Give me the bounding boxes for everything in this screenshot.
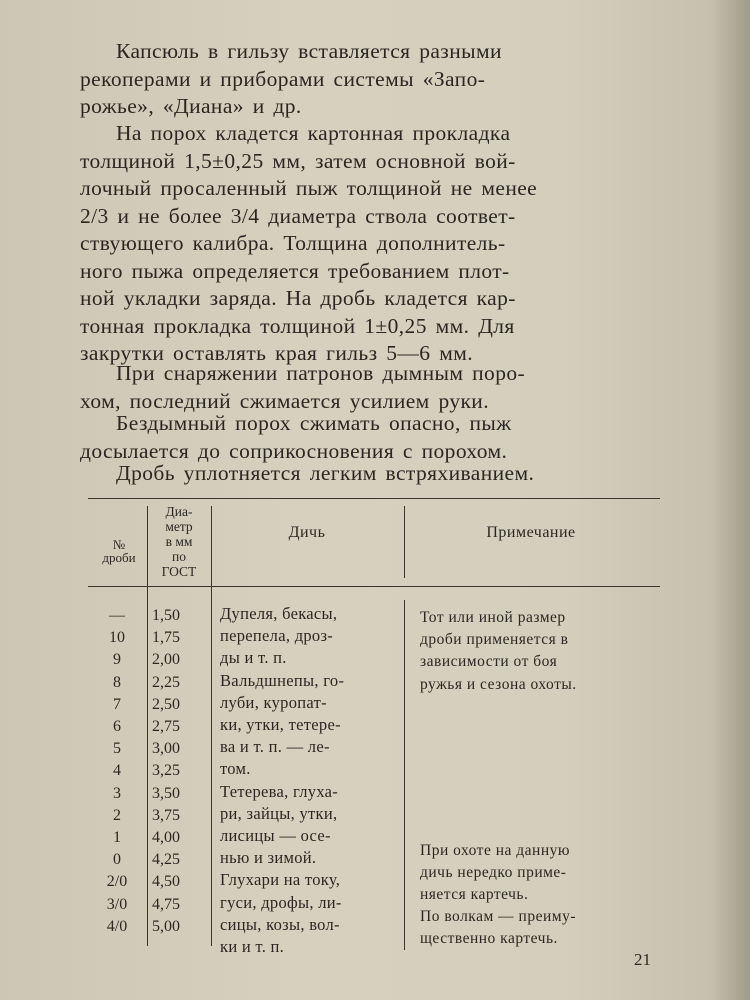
column-shot-numbers [92,605,142,938]
note-size-by-gun [420,607,656,696]
table-cell: ружья и сезона охоты. [420,675,577,693]
table-cell: 4,25 [152,851,180,869]
header-game: Дичь [288,524,326,541]
page-number: 21 [634,950,651,969]
table-cell: 3/0 [106,895,128,913]
table-cell: ва и т. п. — ле- [220,737,330,757]
note-buckshot [420,840,656,907]
text-line: ного пыжа определяется требованием плот- [80,258,510,283]
table-cell: перепела, дроз- [220,626,334,646]
text-line: При снаряжении патронов дымным поро- [116,361,526,385]
text-line: Бездымный порох сжимать опасно, пыж [116,411,512,435]
column-divider [404,600,405,950]
table-cell: сицы, козы, вол- [220,914,340,934]
table-cell: ри, зайцы, утки, [220,803,338,823]
table-cell: Вальдшнепы, го- [220,670,345,690]
text-line: тонная прокладка толщиной 1±0,25 мм. Для [80,313,515,338]
text-line: рекоперами и приборами системы «Запо- [80,66,486,91]
table-cell: зависимости от боя [420,653,558,671]
table-cell: 3,75 [152,806,180,824]
table-cell: 3,25 [152,762,180,780]
table-cell: 2,75 [152,718,180,736]
table-cell: 7 [113,695,121,713]
table-cell: няется картечь. [420,886,529,904]
table-cell: ки и т. п. [220,937,285,957]
table-cell: Тот или иной размер [420,609,566,626]
header-diameter: Диа- метр в мм по ГОСТ [161,504,197,579]
text-line: толщиной 1,5±0,25 мм, затем основной вой- [80,148,516,173]
text-line: Дробь уплотняется легким встряхиванием. [116,461,535,485]
page-edge-shadow [710,0,750,1000]
table-cell: 4 [113,762,121,780]
table-cell: луби, куропат- [220,692,327,712]
table-cell: 2,00 [152,651,180,669]
table-cell: 2 [113,806,121,824]
text-line: На порох кладется картонная прокладка [116,121,511,145]
table-cell: дичь нередко приме- [420,864,567,882]
table-cell: 1,50 [152,607,180,624]
table-cell: 5,00 [152,917,180,935]
table-cell: 4,00 [152,829,180,847]
text-line: Капсюль в гильзу вставляется разными [116,39,502,63]
text-line: рожье», «Диана» и др. [80,94,302,118]
header-shot-number: № дроби [102,537,136,565]
paragraph-smokeless-powder [80,410,660,465]
column-divider [404,506,405,578]
table-cell: нью и зимой. [220,848,317,868]
table-cell: ды и т. п. [220,648,287,668]
header-note: Примечание [486,524,576,541]
table-cell: ки, утки, тетере- [220,715,341,735]
table-cell: Тетерева, глуха- [220,781,339,801]
table-cell: 0 [113,851,121,869]
column-diameters [152,605,202,938]
table-cell: лисицы — осе- [220,826,331,846]
column-divider [211,506,212,946]
column-game [220,603,402,958]
table-cell: 8 [113,673,121,691]
text-line: ной укладки заряда. На дробь кладется кар- [80,286,516,310]
table-cell: 3 [113,784,121,802]
table-cell: 2,50 [152,695,180,713]
table-cell: 1,75 [152,629,180,647]
table-cell: 4/0 [106,917,128,935]
note-wolves [420,906,656,950]
table-cell: 10 [109,629,125,647]
table-cell: Глухари на току, [220,870,341,890]
table-cell: По волкам — преиму- [420,908,576,925]
paragraph-wads [80,120,660,368]
table-cell: 4,75 [152,895,180,913]
table-cell: 5 [113,740,121,758]
table-cell: 1 [113,829,121,847]
text-line: лочный просаленный пыж толщиной не менее [80,176,538,200]
table-cell: Дупеля, бекасы, [220,604,338,623]
table-cell: гуси, дрофы, ли- [220,892,342,912]
table-cell: При охоте на данную [420,842,570,859]
table-cell: том. [220,759,251,779]
table-cell: 2,25 [152,673,180,691]
table-cell: — [109,607,125,624]
paragraph-shot [80,460,660,488]
text-line: ствующего калибра. Толщина дополнитель- [80,231,506,255]
table-cell: 6 [113,718,121,736]
table-top-rule [88,498,660,499]
text-line: закрутки оставлять края гильз 5—6 мм. [80,341,474,365]
table-cell: 9 [113,651,121,669]
paragraph-black-powder [80,360,660,415]
table-cell: щественно картечь. [420,930,558,948]
text-line: хом, последний сжимается усилием руки. [80,388,489,413]
table-cell: 3,00 [152,740,180,758]
table-cell: 3,50 [152,784,180,802]
paragraph-primer [80,38,660,121]
table-cell: 4,50 [152,873,180,891]
text-line: 2/3 и не более 3/4 диаметра ствола соответ- [80,203,516,228]
table-header-rule [88,586,660,587]
table-cell: 2/0 [106,873,128,891]
text-line: досылается до соприкосновения с порохом. [80,438,508,463]
table-cell: дроби применяется в [420,631,569,649]
